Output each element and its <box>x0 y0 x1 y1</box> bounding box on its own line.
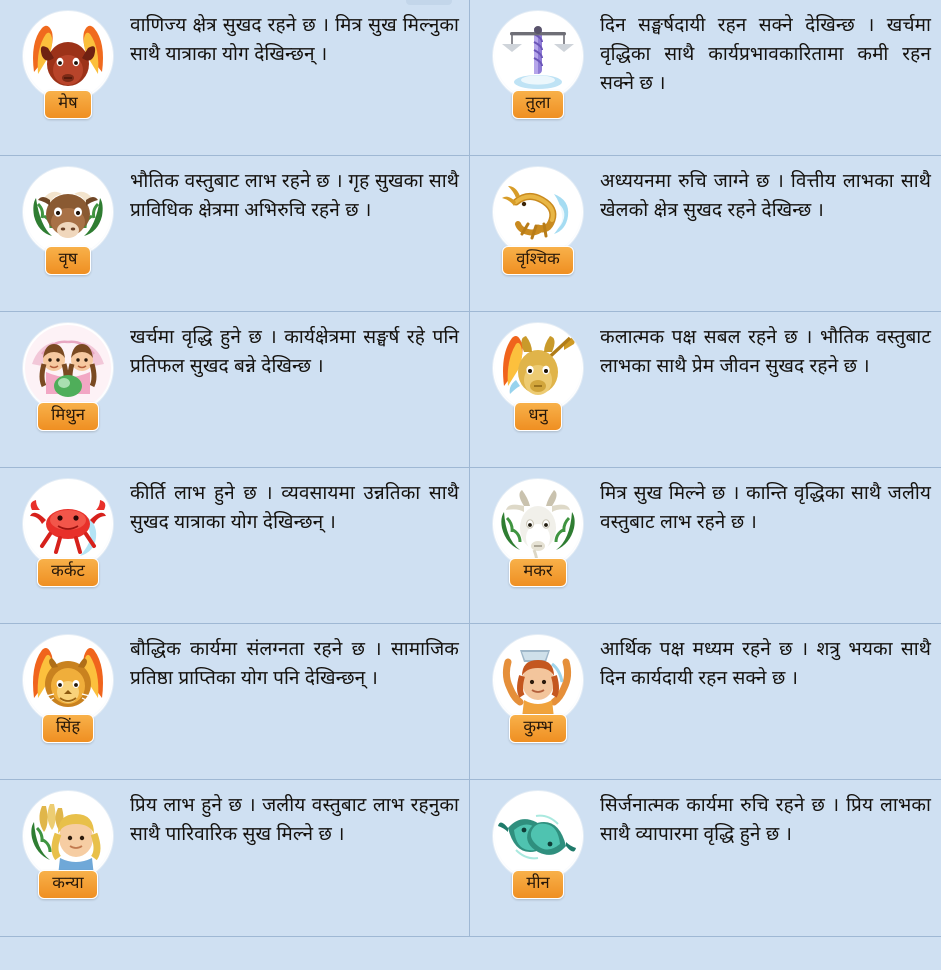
sign-badge-taurus <box>14 164 122 275</box>
sagittarius-archer-icon <box>492 322 584 414</box>
zodiac-cell-libra <box>470 0 941 156</box>
sign-label: मीन <box>512 870 563 899</box>
sign-badge-aries <box>14 8 122 119</box>
sign-badge-leo <box>14 632 122 743</box>
sign-label: कुम्भ <box>509 714 566 743</box>
sign-label: मेष <box>44 90 91 119</box>
sign-label: कर्कट <box>37 558 99 587</box>
prediction-text: कलात्मक पक्ष सबल रहने छ । भौतिक वस्तुबाट लाभका साथै प्रेम जीवन सुखद रहने छ । <box>600 327 931 377</box>
prediction-text: मित्र सुख मिल्ने छ । कान्ति वृद्धिका साथै जलीय वस्तुबाट लाभ रहने छ । <box>600 483 931 533</box>
prediction-text: खर्चमा वृद्धि हुने छ । कार्यक्षेत्रमा सङ्घर्ष रहे पनि प्रतिफल सुखद बन्ने देखिन्छ । <box>130 327 459 377</box>
zodiac-cell-aquarius <box>470 624 941 780</box>
sign-badge-virgo <box>14 788 122 899</box>
sign-label: वृश्चिक <box>502 246 574 275</box>
sign-badge-pisces <box>484 788 592 899</box>
prediction-text: प्रिय लाभ हुने छ । जलीय वस्तुबाट लाभ रहनुका साथै पारिवारिक सुख मिल्ने छ । <box>130 795 459 845</box>
sign-badge-capricorn <box>484 476 592 587</box>
prediction-text: वाणिज्य क्षेत्र सुखद रहने छ । मित्र सुख मिल्नुका साथै यात्राका योग देखिन्छन् । <box>130 15 459 65</box>
capricorn-goat-icon <box>492 478 584 570</box>
leo-lion-icon <box>22 634 114 726</box>
zodiac-cell-gemini <box>0 312 470 468</box>
prediction-text: दिन सङ्घर्षदायी रहन सक्ने देखिन्छ । खर्चमा वृद्धिका साथै कार्यप्रभावकारितामा कमी रहन सक्ने छ । <box>600 15 931 94</box>
libra-scales-icon <box>492 10 584 102</box>
taurus-bull-icon <box>22 166 114 258</box>
zodiac-cell-cancer <box>0 468 470 624</box>
sign-badge-scorpio <box>484 164 592 275</box>
zodiac-cell-taurus <box>0 156 470 312</box>
zodiac-cell-leo <box>0 624 470 780</box>
prediction-text: भौतिक वस्तुबाट लाभ रहने छ । गृह सुखका साथै प्राविधिक क्षेत्रमा अभिरुचि रहने छ । <box>130 171 459 221</box>
zodiac-cell-aries <box>0 0 470 156</box>
zodiac-cell-pisces <box>470 780 941 936</box>
scorpio-scorpion-icon <box>492 166 584 258</box>
prediction-text: सिर्जनात्मक कार्यमा रुचि रहने छ । प्रिय लाभका साथै व्यापारमा वृद्धि हुने छ । <box>600 795 931 845</box>
zodiac-cell-sagittarius <box>470 312 941 468</box>
sign-label: कन्या <box>38 870 97 899</box>
virgo-maiden-icon <box>22 790 114 882</box>
sign-label: मिथुन <box>37 402 99 431</box>
prediction-text: आर्थिक पक्ष मध्यम रहने छ । शत्रु भयका साथै दिन कार्यदायी रहन सक्ने छ । <box>600 639 931 689</box>
aquarius-waterbearer-icon <box>492 634 584 726</box>
sign-label: सिंह <box>42 714 94 743</box>
sign-badge-aquarius <box>484 632 592 743</box>
aries-ram-icon <box>22 10 114 102</box>
sign-label: वृष <box>45 246 92 275</box>
zodiac-cell-scorpio <box>470 156 941 312</box>
sign-label: धनु <box>514 402 561 431</box>
sign-badge-gemini <box>14 320 122 431</box>
prediction-text: बौद्धिक कार्यमा संलग्नता रहने छ । सामाजिक प्रतिष्ठा प्राप्तिका योग पनि देखिन्छन् । <box>130 639 459 689</box>
pisces-fish-icon <box>492 790 584 882</box>
gemini-twins-icon <box>22 322 114 414</box>
sign-label: तुला <box>512 90 565 119</box>
cancer-crab-icon <box>22 478 114 570</box>
sign-badge-cancer <box>14 476 122 587</box>
sign-label: मकर <box>509 558 566 587</box>
sign-badge-sagittarius <box>484 320 592 431</box>
sign-badge-libra <box>484 8 592 119</box>
footer-strip <box>0 936 941 970</box>
prediction-text: अध्ययनमा रुचि जाग्ने छ । वित्तीय लाभका साथै खेलको क्षेत्र सुखद रहने देखिन्छ । <box>600 171 931 221</box>
zodiac-cell-virgo <box>0 780 470 936</box>
zodiac-cell-capricorn <box>470 468 941 624</box>
prediction-text: कीर्ति लाभ हुने छ । व्यवसायमा उन्नतिका साथै सुखद यात्राका योग देखिन्छन् । <box>130 483 459 533</box>
